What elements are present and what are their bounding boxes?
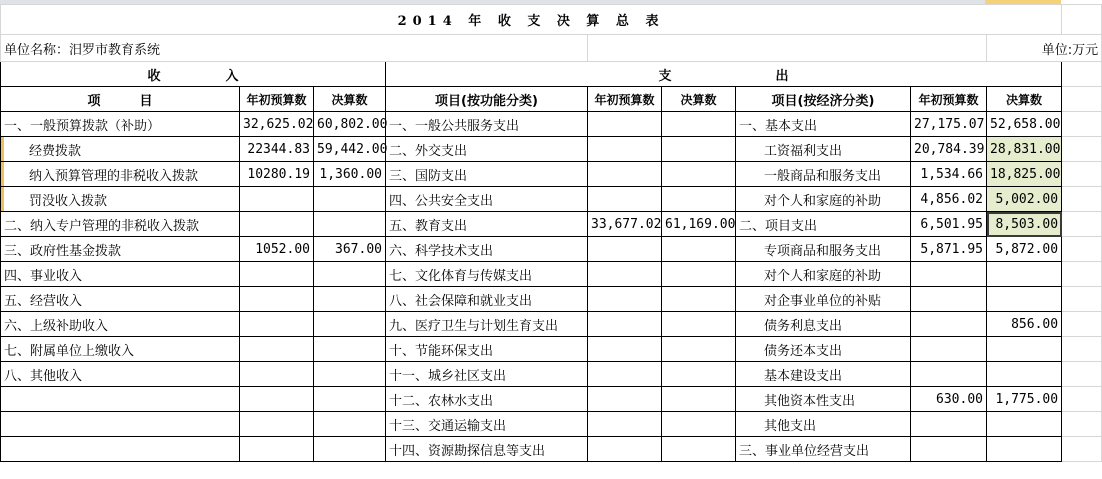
econ-budget-cell[interactable] [911,287,987,312]
func-item-cell[interactable]: 三、国防支出 [386,162,588,187]
econ-budget-cell[interactable] [911,412,987,437]
func-item-cell[interactable]: 十一、城乡社区支出 [386,362,588,387]
income-final-cell[interactable]: 59,442.00 [314,137,386,162]
func-final-cell[interactable] [662,312,736,337]
income-budget-cell[interactable] [240,387,314,412]
income-item-cell[interactable]: 三、政府性基金拨款 [1,237,240,262]
table-row [1,137,1102,162]
func-item-cell[interactable]: 六、科学技术支出 [386,237,588,262]
table-row [1,212,1102,237]
income-budget-cell[interactable] [240,312,314,337]
col-econ-final[interactable]: 决算数 [987,87,1062,112]
econ-final-cell[interactable]: 5,872.00 [987,237,1062,262]
func-final-cell[interactable] [662,187,736,212]
empty-cell[interactable] [588,35,987,62]
econ-budget-cell[interactable]: 630.00 [911,387,987,412]
income-item-cell[interactable]: 七、附属单位上缴收入 [1,337,240,362]
income-final-cell[interactable] [314,362,386,387]
income-item-cell[interactable]: 一、一般预算拨款（补助） [1,112,240,137]
econ-item-cell[interactable]: 对企事业单位的补贴 [736,287,911,312]
table-row [1,237,1102,262]
econ-final-cell[interactable]: 18,825.00 [987,162,1062,187]
income-final-cell[interactable] [314,187,386,212]
func-final-cell[interactable] [662,387,736,412]
col-func-final[interactable]: 决算数 [662,87,736,112]
income-item-cell[interactable] [1,412,240,437]
table-row [1,262,1102,287]
econ-item-cell[interactable]: 基本建设支出 [736,362,911,387]
income-budget-cell[interactable]: 22344.83 [240,137,314,162]
func-item-cell[interactable]: 十四、资源勘探信息等支出 [386,437,588,462]
income-item-cell[interactable] [1,387,240,412]
income-final-cell[interactable]: 60,802.00 [314,112,386,137]
econ-final-cell[interactable]: 1,775.00 [987,387,1062,412]
econ-final-cell[interactable] [987,337,1062,362]
income-budget-cell[interactable]: 10280.19 [240,162,314,187]
econ-final-cell[interactable]: 8,503.00 [987,212,1062,237]
income-budget-cell[interactable] [240,187,314,212]
income-item-cell[interactable]: 纳入预算管理的非税收入拨款 [1,162,240,187]
econ-budget-cell[interactable]: 5,871.95 [911,237,987,262]
income-final-cell[interactable] [314,387,386,412]
income-budget-cell[interactable] [240,337,314,362]
econ-budget-cell[interactable] [911,437,987,462]
econ-item-cell[interactable]: 债务还本支出 [736,337,911,362]
empty-cell[interactable] [1062,212,1102,237]
col-budget[interactable]: 年初预算数 [240,87,314,112]
empty-cell[interactable] [1062,112,1102,137]
empty-cell[interactable] [1062,187,1102,212]
func-item-cell[interactable]: 五、教育支出 [386,212,588,237]
table-row [1,337,1102,362]
econ-budget-cell[interactable] [911,312,987,337]
table-row [1,287,1102,312]
func-item-cell[interactable]: 十、节能环保支出 [386,337,588,362]
econ-final-cell[interactable]: 52,658.00 [987,112,1062,137]
col-func-item[interactable]: 项目(按功能分类) [386,87,588,112]
func-budget-cell[interactable] [588,437,662,462]
income-header[interactable]: 收 入 [1,62,386,87]
econ-budget-cell[interactable]: 27,175.07 [911,112,987,137]
func-budget-cell[interactable] [588,162,662,187]
empty-cell[interactable] [1062,287,1102,312]
income-budget-cell[interactable] [240,362,314,387]
func-final-cell[interactable] [662,137,736,162]
col-func-budget[interactable]: 年初预算数 [588,87,662,112]
empty-cell[interactable] [1062,137,1102,162]
func-budget-cell[interactable]: 33,677.02 [588,212,662,237]
empty-cell[interactable] [1062,437,1102,462]
spreadsheet-table [0,4,1102,462]
income-final-cell[interactable] [314,212,386,237]
func-final-cell[interactable] [662,362,736,387]
income-item-cell[interactable]: 罚没收入拨款 [1,187,240,212]
func-final-cell[interactable] [662,162,736,187]
income-item-cell[interactable] [1,437,240,462]
empty-cell[interactable] [1062,262,1102,287]
income-final-cell[interactable] [314,437,386,462]
table-row [1,312,1102,337]
func-item-cell[interactable]: 一、一般公共服务支出 [386,112,588,137]
func-item-cell[interactable]: 四、公共安全支出 [386,187,588,212]
table-row [1,362,1102,387]
econ-final-cell[interactable] [987,437,1062,462]
func-budget-cell[interactable] [588,362,662,387]
func-budget-cell[interactable] [588,262,662,287]
empty-cell[interactable] [1062,362,1102,387]
income-item-cell[interactable]: 四、事业收入 [1,262,240,287]
income-budget-cell[interactable]: 1052.00 [240,237,314,262]
func-budget-cell[interactable] [588,187,662,212]
econ-final-cell[interactable] [987,287,1062,312]
econ-budget-cell[interactable] [911,362,987,387]
func-item-cell[interactable]: 十三、交通运输支出 [386,412,588,437]
income-final-cell[interactable] [314,412,386,437]
func-item-cell[interactable]: 十二、农林水支出 [386,387,588,412]
econ-item-cell[interactable]: 对个人和家庭的补助 [736,187,911,212]
econ-budget-cell[interactable] [911,337,987,362]
income-item-cell[interactable]: 二、纳入专户管理的非税收入拨款 [1,212,240,237]
table-row [1,387,1102,412]
econ-item-cell[interactable]: 专项商品和服务支出 [736,237,911,262]
income-final-cell[interactable] [314,262,386,287]
income-budget-cell[interactable] [240,287,314,312]
income-budget-cell[interactable] [240,212,314,237]
func-final-cell[interactable] [662,112,736,137]
table-row [1,412,1102,437]
econ-final-cell[interactable] [987,262,1062,287]
empty-cell[interactable] [1062,387,1102,412]
econ-budget-cell[interactable] [911,262,987,287]
income-budget-cell[interactable] [240,262,314,287]
func-item-cell[interactable]: 二、外交支出 [386,137,588,162]
income-final-cell[interactable] [314,287,386,312]
income-item-cell[interactable]: 五、经营收入 [1,287,240,312]
func-item-cell[interactable]: 九、医疗卫生与计划生育支出 [386,312,588,337]
empty-cell[interactable] [1062,237,1102,262]
econ-final-cell[interactable] [987,412,1062,437]
econ-final-cell[interactable]: 28,831.00 [987,137,1062,162]
unit-name[interactable]: 单位名称：汨罗市教育系统 [1,35,588,62]
table-row [1,437,1102,462]
func-budget-cell[interactable] [588,287,662,312]
table-row [1,112,1102,137]
func-final-cell[interactable] [662,237,736,262]
func-budget-cell[interactable] [588,237,662,262]
func-final-cell[interactable] [662,287,736,312]
empty-cell[interactable] [1062,62,1102,87]
econ-final-cell[interactable]: 856.00 [987,312,1062,337]
income-item-cell[interactable]: 经费拨款 [1,137,240,162]
econ-final-cell[interactable] [987,362,1062,387]
func-budget-cell[interactable] [588,112,662,137]
econ-item-cell[interactable]: 对个人和家庭的补助 [736,262,911,287]
econ-item-cell[interactable]: 三、事业单位经营支出 [736,437,911,462]
econ-budget-cell[interactable]: 1,534.66 [911,162,987,187]
empty-cell[interactable] [1062,5,1102,35]
empty-cell[interactable] [1062,412,1102,437]
income-final-cell[interactable] [314,337,386,362]
econ-budget-cell[interactable]: 4,856.02 [911,187,987,212]
func-budget-cell[interactable] [588,137,662,162]
income-final-cell[interactable] [314,312,386,337]
func-budget-cell[interactable] [588,387,662,412]
col-econ-item[interactable]: 项目(按经济分类) [736,87,911,112]
col-final[interactable]: 决算数 [314,87,386,112]
econ-item-cell[interactable]: 一、基本支出 [736,112,911,137]
empty-cell[interactable] [1062,162,1102,187]
income-item-cell[interactable]: 六、上级补助收入 [1,312,240,337]
col-item[interactable]: 项 目 [1,87,240,112]
func-budget-cell[interactable] [588,412,662,437]
func-final-cell[interactable]: 61,169.00 [662,212,736,237]
econ-item-cell[interactable]: 债务利息支出 [736,312,911,337]
func-item-cell[interactable]: 八、社会保障和就业支出 [386,287,588,312]
econ-budget-cell[interactable]: 6,501.95 [911,212,987,237]
income-final-cell[interactable]: 1,360.00 [314,162,386,187]
econ-item-cell[interactable]: 工资福利支出 [736,137,911,162]
func-item-cell[interactable]: 七、文化体育与传媒支出 [386,262,588,287]
func-budget-cell[interactable] [588,312,662,337]
income-item-cell[interactable]: 八、其他收入 [1,362,240,387]
report-title[interactable]: 2014 年 收 支 决 算 总 表 [1,5,1062,35]
func-final-cell[interactable] [662,262,736,287]
econ-final-cell[interactable]: 5,002.00 [987,187,1062,212]
empty-cell[interactable] [1062,87,1102,112]
empty-cell[interactable] [1062,312,1102,337]
income-budget-cell[interactable] [240,437,314,462]
income-budget-cell[interactable]: 32,625.02 [240,112,314,137]
unit-label[interactable]: 单位:万元 [987,35,1102,62]
empty-cell[interactable] [1062,337,1102,362]
func-final-cell[interactable] [662,337,736,362]
table-row [1,162,1102,187]
func-budget-cell[interactable] [588,337,662,362]
func-final-cell[interactable] [662,437,736,462]
income-budget-cell[interactable] [240,412,314,437]
expense-header[interactable]: 支 出 [386,62,1062,87]
econ-item-cell[interactable]: 二、项目支出 [736,212,911,237]
econ-budget-cell[interactable]: 20,784.39 [911,137,987,162]
func-final-cell[interactable] [662,412,736,437]
table-row [1,187,1102,212]
econ-item-cell[interactable]: 一般商品和服务支出 [736,162,911,187]
income-final-cell[interactable]: 367.00 [314,237,386,262]
econ-item-cell[interactable]: 其他资本性支出 [736,387,911,412]
col-econ-budget[interactable]: 年初预算数 [911,87,987,112]
econ-item-cell[interactable]: 其他支出 [736,412,911,437]
